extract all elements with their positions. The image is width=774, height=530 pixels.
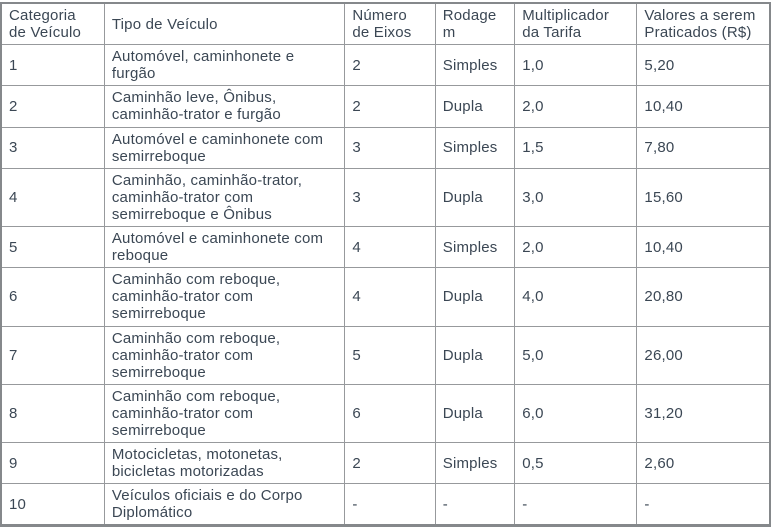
cell-rodagem: Dupla: [435, 86, 515, 127]
cell-rodagem: Simples: [435, 45, 515, 86]
cell-multiplicador: 2,0: [515, 227, 637, 268]
cell-multiplicador: 3,0: [515, 168, 637, 226]
table-row: [1, 45, 770, 86]
cell-valor: 10,40: [637, 227, 770, 268]
column-header-tipo: Tipo de Veículo: [104, 3, 344, 45]
cell-categoria: 6: [1, 268, 104, 326]
cell-multiplicador: 0,5: [515, 443, 637, 484]
cell-tipo: Automóvel e caminhonete com reboque: [104, 227, 344, 268]
column-header-multiplicador: Multiplicador da Tarifa: [515, 3, 637, 45]
cell-tipo: Caminhão com reboque, caminhão-trator com semirreboque: [104, 384, 344, 442]
cell-valor: 26,00: [637, 326, 770, 384]
cell-rodagem: Simples: [435, 443, 515, 484]
cell-eixos: -: [345, 484, 435, 526]
cell-categoria: 9: [1, 443, 104, 484]
cell-tipo: Automóvel e caminhonete com semirreboque: [104, 127, 344, 168]
cell-multiplicador: 2,0: [515, 86, 637, 127]
cell-categoria: 1: [1, 45, 104, 86]
table-row: [1, 268, 770, 326]
cell-multiplicador: 1,5: [515, 127, 637, 168]
table-row: [1, 227, 770, 268]
cell-eixos: 2: [345, 45, 435, 86]
cell-multiplicador: -: [515, 484, 637, 526]
cell-valor: -: [637, 484, 770, 526]
column-header-rodagem: Rodagem: [435, 3, 515, 45]
cell-valor: 15,60: [637, 168, 770, 226]
cell-multiplicador: 1,0: [515, 45, 637, 86]
cell-eixos: 6: [345, 384, 435, 442]
column-header-categoria: Categoria de Veículo: [1, 3, 104, 45]
cell-tipo: Veículos oficiais e do Corpo Diplomático: [104, 484, 344, 526]
header-row: [1, 3, 770, 45]
cell-eixos: 4: [345, 268, 435, 326]
table-row: [1, 384, 770, 442]
cell-tipo: Motocicletas, motonetas, bicicletas motorizadas: [104, 443, 344, 484]
cell-rodagem: -: [435, 484, 515, 526]
cell-categoria: 2: [1, 86, 104, 127]
cell-valor: 5,20: [637, 45, 770, 86]
cell-tipo: Caminhão com reboque, caminhão-trator com semirreboque: [104, 326, 344, 384]
cell-tipo: Automóvel, caminhonete e furgão: [104, 45, 344, 86]
table-row: [1, 127, 770, 168]
cell-categoria: 7: [1, 326, 104, 384]
cell-eixos: 2: [345, 443, 435, 484]
column-header-eixos: Número de Eixos: [345, 3, 435, 45]
cell-categoria: 5: [1, 227, 104, 268]
cell-rodagem: Dupla: [435, 168, 515, 226]
cell-tipo: Caminhão com reboque, caminhão-trator com semirreboque: [104, 268, 344, 326]
cell-valor: 2,60: [637, 443, 770, 484]
cell-eixos: 3: [345, 127, 435, 168]
cell-valor: 7,80: [637, 127, 770, 168]
cell-tipo: Caminhão leve, Ônibus, caminhão-trator e furgão: [104, 86, 344, 127]
table-row: [1, 484, 770, 526]
cell-tipo: Caminhão, caminhão-trator, caminhão-trator com semirreboque e Ônibus: [104, 168, 344, 226]
cell-eixos: 4: [345, 227, 435, 268]
cell-multiplicador: 6,0: [515, 384, 637, 442]
cell-valor: 20,80: [637, 268, 770, 326]
cell-multiplicador: 5,0: [515, 326, 637, 384]
cell-eixos: 2: [345, 86, 435, 127]
column-header-valores: Valores a serem Praticados (R$): [637, 3, 770, 45]
table-row: [1, 326, 770, 384]
cell-valor: 31,20: [637, 384, 770, 442]
cell-rodagem: Simples: [435, 127, 515, 168]
cell-multiplicador: 4,0: [515, 268, 637, 326]
table-row: [1, 168, 770, 226]
cell-rodagem: Simples: [435, 227, 515, 268]
cell-rodagem: Dupla: [435, 268, 515, 326]
cell-categoria: 10: [1, 484, 104, 526]
cell-rodagem: Dupla: [435, 384, 515, 442]
cell-valor: 10,40: [637, 86, 770, 127]
table-row: [1, 86, 770, 127]
cell-categoria: 3: [1, 127, 104, 168]
cell-categoria: 8: [1, 384, 104, 442]
vehicle-tariff-table: [0, 2, 771, 527]
cell-rodagem: Dupla: [435, 326, 515, 384]
cell-eixos: 3: [345, 168, 435, 226]
cell-categoria: 4: [1, 168, 104, 226]
cell-eixos: 5: [345, 326, 435, 384]
table-row: [1, 443, 770, 484]
